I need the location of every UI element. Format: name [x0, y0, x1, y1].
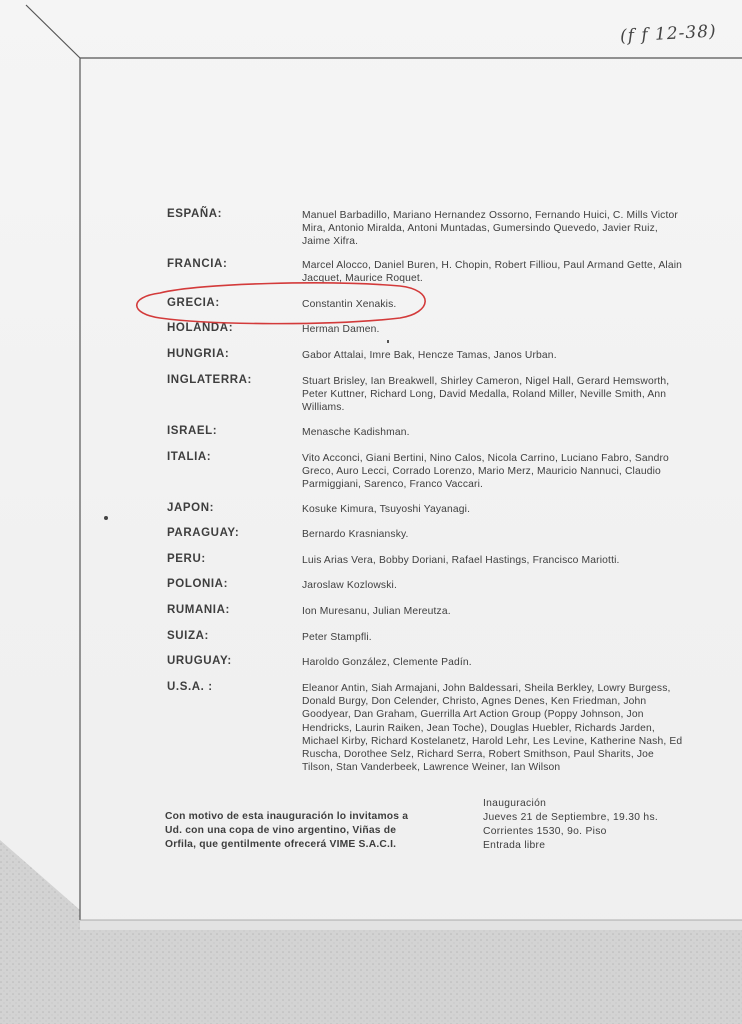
artist-names: Peter Stampfli. [302, 632, 372, 643]
opening-info [483, 797, 703, 853]
country-label: ESPAÑA: [167, 208, 223, 220]
artist-names: Manuel Barbadillo, Mariano Hernandez Ossorno, Fernando Huici, C. Mills Victor Mira, Antonio Miralda, Antoni Muntadas, Gumersindo Quevedo, Javier Ruiz, Jaime Xifra. [302, 210, 678, 248]
invitation-text: Con motivo de esta inauguración lo invitamos a Ud. con una copa de vino argentino, Viñas de Orfila, que gentilmente ofrecerá VIME S.A.C.I. [165, 811, 409, 850]
country-label: HOLANDA: [167, 322, 234, 334]
artist-names: Ion Muresanu, Julian Mereutza. [302, 606, 451, 617]
country-label: PERU: [167, 553, 206, 565]
country-label: POLONIA: [167, 578, 229, 590]
artist-names: Eleanor Antin, Siah Armajani, John Baldessari, Sheila Berkley, Lowry Burgess, Donald Burgy, Don Celender, Christo, Agnes Denes, Ken Friedman, John Goodyear, Dan Graham, Guerrilla Art Action Group (Poppy Johnson, Jon Hendricks, Laurin Raiken, Jean Toche), Douglas Huebler, Richards Jarden, Michael Kirby, Richard Kostelanetz, Harold Lehr, Les Levine, Katherine Nash, Ed Ruscha, Dorothee Selz, Richard Serra, Robert Smithson, Paul Sharits, Joe Tilson, Stan Vanderbeek, Lawrence Weiner, Ian Wilson [302, 683, 683, 774]
country-label: GRECIA: [167, 297, 220, 309]
artist-names: Stuart Brisley, Ian Breakwell, Shirley Cameron, Nigel Hall, Gerard Hemsworth, Peter Kuttner, Richard Long, David Medalla, Roland Miller, Neville Smith, Ann Williams. [302, 376, 670, 414]
artist-names: Gabor Attalai, Imre Bak, Hencze Tamas, Janos Urban. [302, 350, 557, 361]
country-label: ISRAEL: [167, 425, 218, 437]
country-label: ITALIA: [167, 451, 212, 463]
country-label: FRANCIA: [167, 258, 228, 270]
artist-names: Bernardo Krasniansky. [302, 529, 409, 540]
artist-names: Haroldo González, Clemente Padín. [302, 657, 472, 668]
country-label: URUGUAY: [167, 655, 232, 667]
opening-title: Inauguración [483, 798, 547, 809]
handwritten-reference: (f f 12-38) [619, 21, 718, 47]
artist-names: Marcel Alocco, Daniel Buren, H. Chopin, Robert Filliou, Paul Armand Gette, Alain Jacquet, Maurice Roquet. [302, 260, 683, 285]
opening-address: Corrientes 1530, 9o. Piso [483, 826, 607, 837]
country-label: INGLATERRA: [167, 374, 252, 386]
artist-names: Herman Damen. [302, 324, 380, 335]
country-label: HUNGRIA: [167, 348, 230, 360]
country-label: RUMANIA: [167, 604, 230, 616]
opening-entry: Entrada libre [483, 840, 546, 851]
artist-names: Kosuke Kimura, Tsuyoshi Yayanagi. [302, 504, 471, 515]
opening-date: Jueves 21 de Septiembre, 19.30 hs. [483, 812, 659, 823]
country-label: JAPON: [167, 502, 215, 514]
country-label: U.S.A. : [167, 681, 213, 693]
country-label: SUIZA: [167, 630, 209, 642]
artist-names: Jaroslaw Kozlowski. [302, 580, 397, 591]
artist-names: Vito Acconci, Giani Bertini, Nino Calos, Nicola Carrino, Luciano Fabro, Sandro Greco, Auro Lecci, Corrado Lorenzo, Mario Merz, Mauricio Nannuci, Claudio Parmiggiani, Sarenco, Franco Vaccari. [302, 453, 669, 491]
country-label: PARAGUAY: [167, 527, 240, 539]
artist-names: Constantin Xenakis. [302, 299, 397, 310]
artist-names: Luis Arias Vera, Bobby Doriani, Rafael Hastings, Francisco Mariotti. [302, 555, 620, 566]
artist-names: Menasche Kadishman. [302, 427, 410, 438]
